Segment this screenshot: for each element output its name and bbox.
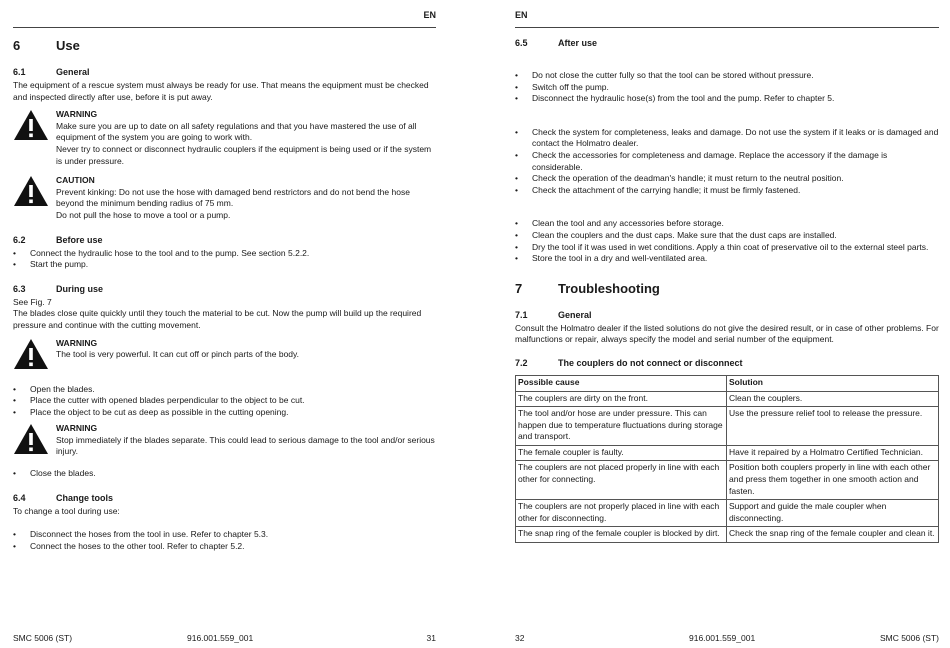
list-item: • Open the blades. — [13, 384, 436, 396]
warning-block-3 — [13, 423, 436, 460]
warning-text: Never try to connect or disconnect hydraulic couplers if the equipment is being used or if the system is under pressure. — [56, 143, 432, 166]
list-item: • Dry the tool if it was used in wet conditions. Apply a thin coat of preservative oil to the external steel parts. — [515, 242, 939, 254]
after-use-list-2 — [515, 127, 939, 197]
table-row — [516, 407, 939, 446]
warning-block-1 — [13, 109, 436, 167]
table-cell: The couplers are dirty on the front. — [516, 391, 727, 407]
caution-text: Prevent kinking: Do not use the hose with damaged bend restrictors and do not bend the hose beyond the minimum bending radius of 75 mm. — [56, 186, 410, 209]
section-number: 6.4 — [13, 492, 26, 503]
table-cell: Clean the couplers. — [727, 391, 939, 407]
table-cell: Check the snap ring of the female coupler and clean it. — [727, 527, 939, 543]
before-use-list — [13, 248, 436, 271]
table-cell: The tool and/or hose are under pressure. This can happen due to temperature fluctuations during storage and transport. — [516, 407, 727, 446]
chapter-number: 7 — [515, 280, 523, 296]
left-page — [13, 0, 436, 648]
during-use-list — [13, 384, 436, 419]
after-use-list-1 — [515, 70, 939, 105]
list-item: • Check the operation of the deadman's handle; it must return to the neutral position. — [515, 173, 939, 185]
change-tools-list — [13, 529, 436, 552]
page-number: 31 — [426, 633, 436, 643]
warning-text: The tool is very powerful. It can cut off or pinch parts of the body. — [56, 349, 300, 360]
section-title: During use — [56, 283, 104, 294]
page-number: 32 — [515, 633, 525, 643]
list-item: • Check the attachment of the carrying handle; it must be firmly fastened. — [515, 185, 939, 197]
table-row — [516, 500, 939, 527]
section-number: 6.5 — [515, 38, 528, 48]
chapter-title: Troubleshooting — [558, 280, 660, 296]
troubleshooting-table — [515, 375, 939, 543]
list-item: • Check the accessories for completeness and damage. Replace the accessory if the damage is considerable. — [515, 150, 939, 173]
warning-heading: WARNING — [56, 337, 98, 348]
section-heading-7-2 — [515, 358, 939, 368]
table-header-row — [516, 375, 939, 391]
right-page — [515, 0, 939, 648]
list-item: • Place the cutter with opened blades perpendicular to the object to be cut. — [13, 395, 436, 407]
warning-block-2 — [13, 338, 436, 375]
warning-icon — [13, 338, 56, 375]
warning-heading: WARNING — [56, 109, 98, 120]
during-use-paragraph: The blades close quite quickly until they touch the material to be cut. Now the pump will build up the required pressure and continue with the cutting movement. — [13, 308, 422, 330]
table-row — [516, 391, 939, 407]
change-tools-paragraph: To change a tool during use: — [13, 505, 120, 516]
list-item: • Disconnect the hoses from the tool in use. Refer to chapter 5.3. — [13, 529, 436, 541]
list-item: • Close the blades. — [13, 468, 436, 480]
section-title: Change tools — [56, 492, 114, 503]
section-number: 6.2 — [13, 234, 26, 245]
table-cell: Support and guide the male coupler when disconnecting. — [727, 500, 939, 527]
table-cell: The snap ring of the female coupler is blocked by dirt. — [516, 527, 727, 543]
table-cell: The couplers are not placed properly in line with each other for connecting. — [516, 461, 727, 500]
section-number: 7.2 — [515, 357, 528, 368]
table-row — [516, 527, 939, 543]
warning-icon — [13, 175, 56, 221]
list-item: • Do not close the cutter fully so that the tool can be stored without pressure. — [515, 70, 939, 82]
section-title: General — [56, 67, 90, 77]
warning-text: Make sure you are up to date on all safety regulations and that you have mastered the use of all equipment of the system you are going to work with. — [56, 120, 417, 143]
language-label: EN — [515, 10, 528, 20]
close-blades-list — [13, 468, 436, 480]
list-item: • Disconnect the hydraulic hose(s) from the tool and the pump. Refer to chapter 5. — [515, 93, 939, 105]
model-name: SMC 5006 (ST) — [879, 633, 939, 643]
general-paragraph: The equipment of a rescue system must always be ready for use. That means the equipment must be checked and inspected directly after use, before it is put away. — [13, 80, 429, 102]
chapter-heading — [13, 38, 436, 53]
table-row — [516, 445, 939, 461]
section-number: 6.1 — [13, 67, 26, 77]
column-header: Solution — [727, 375, 939, 391]
list-item: • Switch off the pump. — [515, 82, 939, 94]
table-cell: Use the pressure relief tool to release the pressure. — [727, 407, 939, 446]
section-number: 7.1 — [515, 309, 528, 320]
list-item: • Check the system for completeness, leaks and damage. Do not use the system if it leaks or is damaged and contact the Holmatro dealer. — [515, 127, 939, 150]
list-item: • Store the tool in a dry and well-ventilated area. — [515, 253, 939, 265]
chapter-heading — [515, 281, 939, 296]
document-number: 916.001.559_001 — [689, 633, 756, 643]
section-heading-6-2 — [13, 235, 436, 245]
section-heading-7-1 — [515, 310, 939, 320]
list-item: • Place the object to be cut as deep as possible in the cutting opening. — [13, 407, 436, 419]
warning-icon — [13, 423, 56, 460]
chapter-number: 6 — [13, 38, 21, 53]
caution-text: Do not pull the hose to move a tool or a pump. — [56, 209, 231, 220]
section-title: The couplers do not connect or disconnect — [558, 357, 743, 368]
figure-reference: See Fig. 7 — [13, 296, 52, 307]
table-cell: Have it repaired by a Holmatro Certified Technician. — [727, 445, 939, 461]
left-content — [13, 34, 436, 553]
header-rule — [515, 27, 939, 28]
after-use-list-3 — [515, 218, 939, 264]
table-cell: The female coupler is faulty. — [516, 445, 727, 461]
warning-heading: WARNING — [56, 423, 98, 434]
document-number: 916.001.559_001 — [187, 633, 254, 643]
header-rule — [13, 27, 436, 28]
table-row — [516, 461, 939, 500]
caution-heading: CAUTION — [56, 175, 95, 186]
list-item: • Clean the couplers and the dust caps. Make sure that the dust caps are installed. — [515, 230, 939, 242]
language-label: EN — [423, 10, 436, 20]
section-title: General — [558, 309, 592, 320]
chapter-title: Use — [56, 38, 80, 53]
right-content — [515, 34, 939, 543]
section-heading-6-4 — [13, 493, 436, 503]
model-name: SMC 5006 (ST) — [13, 633, 73, 643]
list-item: • Clean the tool and any accessories before storage. — [515, 218, 939, 230]
section-heading-6-3 — [13, 284, 436, 294]
table-cell: The couplers are not properly placed in line with each other for disconnecting. — [516, 500, 727, 527]
section-title: After use — [558, 38, 598, 48]
table-cell: Position both couplers properly in line with each other and press them together in one smooth action and fasten. — [727, 461, 939, 500]
section-title: Before use — [56, 234, 103, 245]
list-item: • Connect the hoses to the other tool. Refer to chapter 5.2. — [13, 541, 436, 553]
section-heading-6-5 — [515, 38, 939, 48]
caution-block — [13, 175, 436, 221]
warning-text: Stop immediately if the blades separate. This could lead to serious damage to the tool and/or serious injury. — [56, 434, 435, 457]
list-item: • Start the pump. — [13, 259, 436, 271]
troubleshooting-paragraph: Consult the Holmatro dealer if the listed solutions do not give the desired result, or in case of other problems. For malfunctions or repair, always specify the model and serial number of the equipment. — [515, 322, 939, 345]
column-header: Possible cause — [516, 375, 727, 391]
warning-icon — [13, 109, 56, 167]
section-heading-6-1 — [13, 67, 436, 77]
list-item: • Connect the hydraulic hose to the tool and to the pump. See section 5.2.2. — [13, 248, 436, 260]
section-number: 6.3 — [13, 283, 26, 294]
